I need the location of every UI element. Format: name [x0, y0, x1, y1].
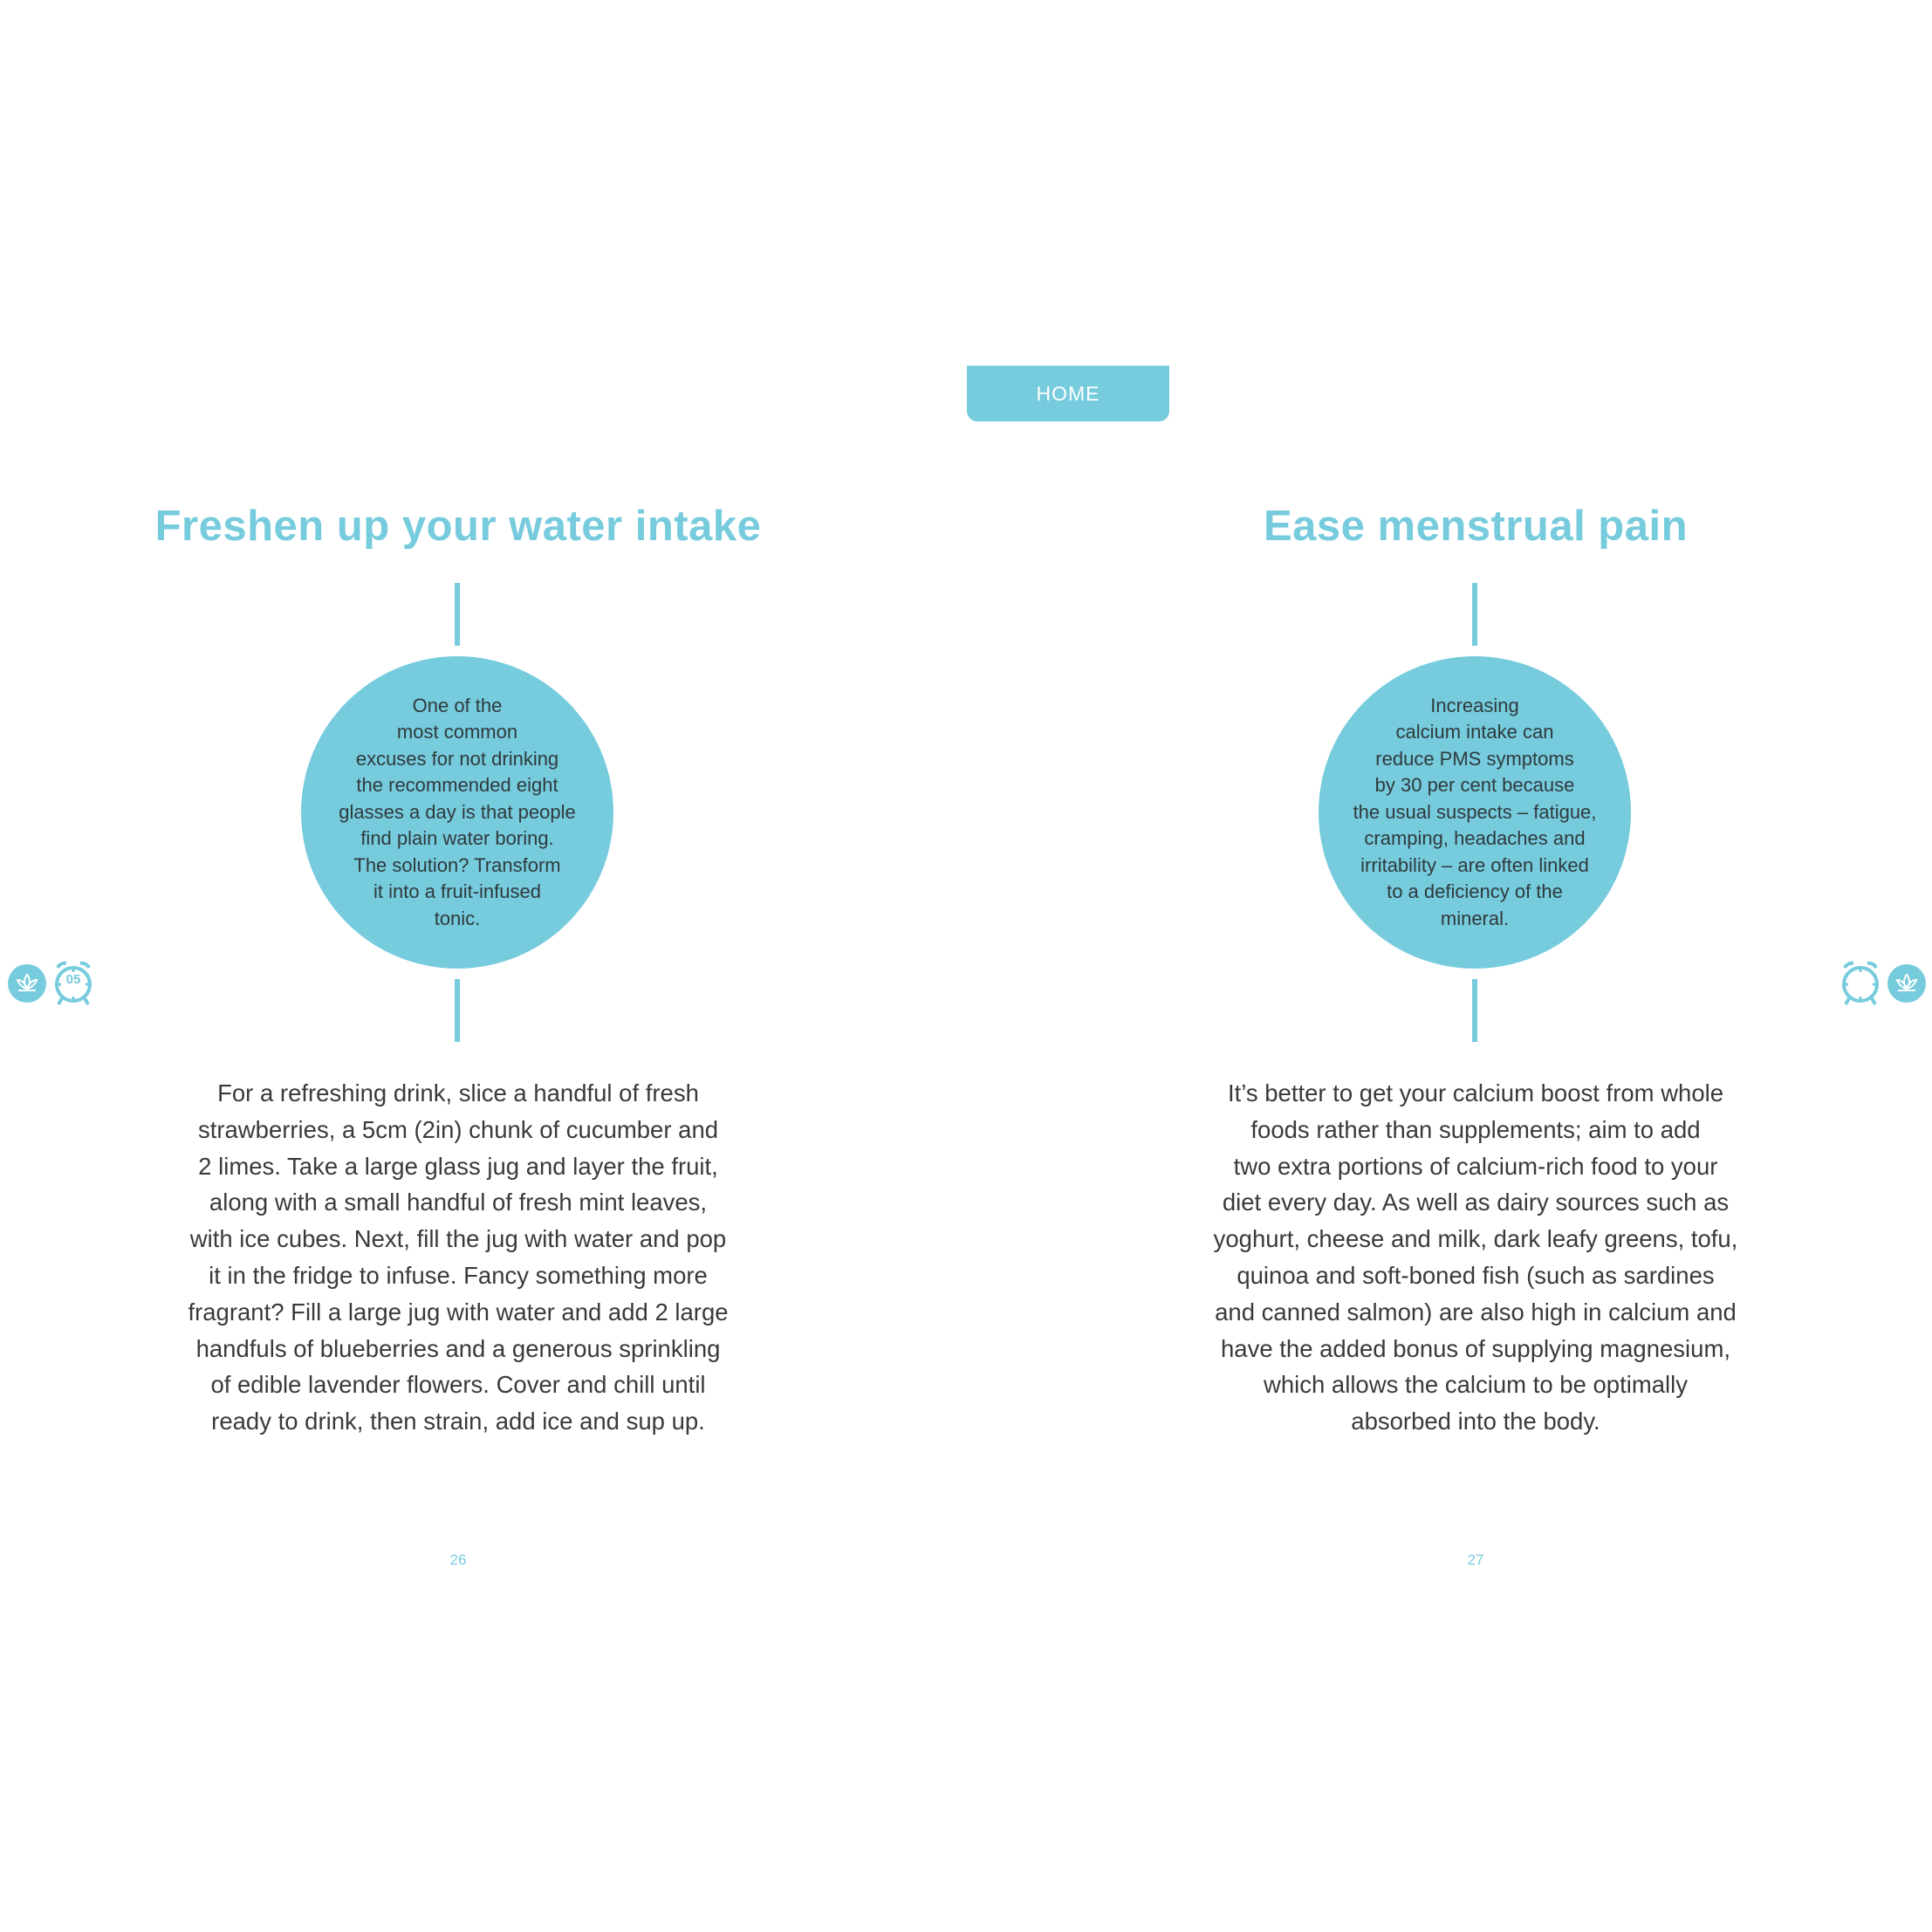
left-connector-bottom	[455, 979, 460, 1042]
left-connector-top	[455, 583, 460, 646]
right-page-title: Ease menstrual pain	[1263, 503, 1689, 550]
right-connector-top	[1472, 583, 1477, 646]
alarm-clock-icon[interactable]	[1840, 960, 1881, 1007]
left-body-text: For a refreshing drink, slice a handful of fresh strawberries, a 5cm (2in) chunk of cucumber and 2 limes. Take a large glass jug and layer the fruit, along with a small handful of fresh mint leaves, with ice cubes. Next, fill the jug with water and pop it in the fridge to infuse. Fancy something more fragrant? Fill a large jug with water and add 2 large handfuls of blueberries and a generous sprinkling of edible lavender flowers. Cover and chill until ready to drink, then strain, add ice and sup up.	[188, 1079, 729, 1435]
lotus-icon[interactable]	[8, 964, 46, 1003]
left-page-title: Freshen up your water intake	[154, 503, 762, 550]
right-page-number: 27	[1467, 1552, 1484, 1568]
home-tab[interactable]	[967, 366, 1169, 421]
left-page-number: 26	[449, 1552, 467, 1568]
lotus-icon[interactable]	[1887, 964, 1926, 1003]
alarm-clock-icon[interactable]	[52, 960, 94, 1007]
clock-label: 05	[65, 972, 81, 987]
right-body-text: It’s better to get your calcium boost from whole foods rather than supplements; aim to add two extra portions of calcium-rich food to your diet every day. As well as dairy sources such as yoghurt, cheese and milk, dark leafy greens, tofu, quinoa and soft-boned fish (such as sardines and canned salmon) are also high in calcium and have the added bonus of supplying magnesium, which allows the calcium to be optimally absorbed into the body.	[1213, 1079, 1738, 1435]
right-connector-bottom	[1472, 979, 1477, 1042]
right-callout-text: Increasing calcium intake can reduce PMS symptoms by 30 per cent because the usual suspects – fatigue, cramping, headaches and irritability – are often linked to a deficiency of the mineral.	[1353, 694, 1597, 929]
left-callout-text: One of the most common excuses for not drinking the recommended eight glasses a day is that people find plain water boring. The solution? Transform it into a fruit-infused tonic.	[339, 694, 576, 929]
right-callout-circle	[1319, 656, 1631, 969]
left-callout-circle	[301, 656, 613, 969]
home-tab-label: HOME	[1036, 381, 1100, 405]
